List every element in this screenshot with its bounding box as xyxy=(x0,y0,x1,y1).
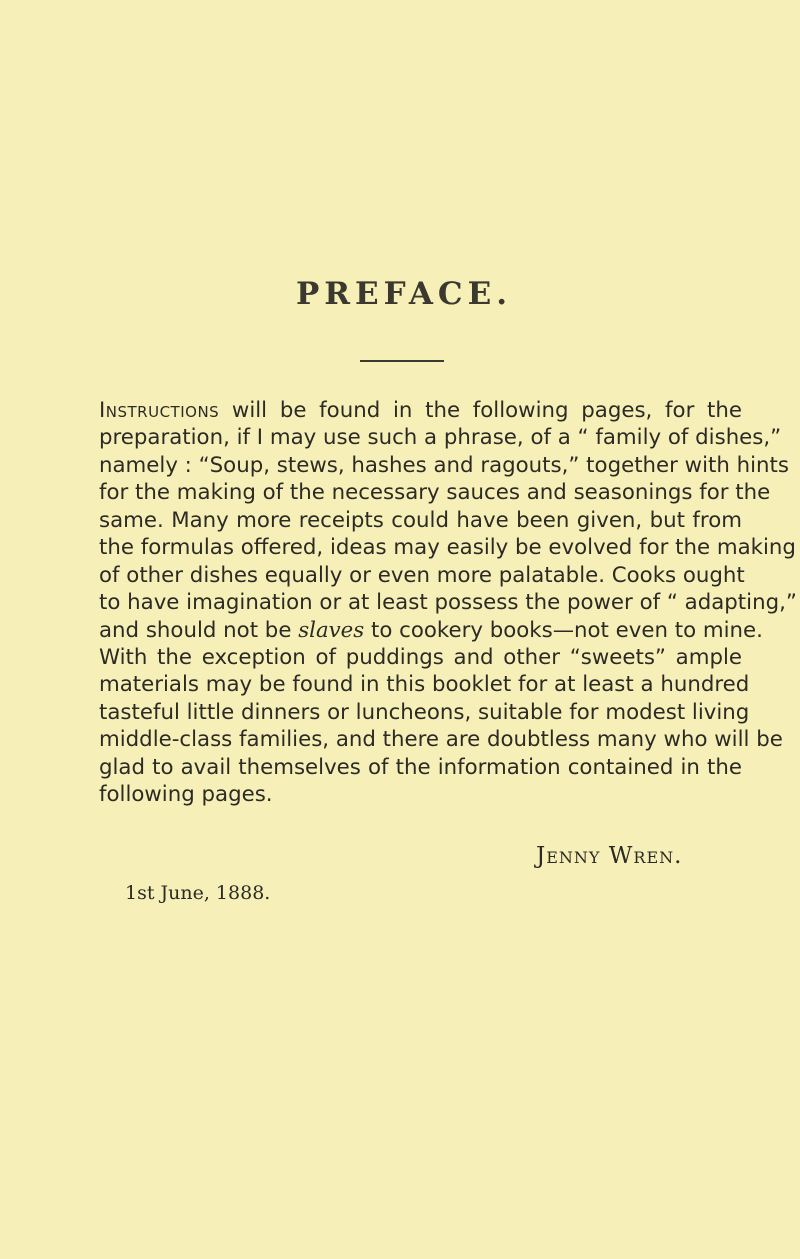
body-line: Instructions will be found in the following pages, for the xyxy=(99,398,742,423)
body-line: With the exception of puddings and other “sweets” ample xyxy=(99,644,742,670)
title-divider xyxy=(360,360,444,362)
body-line: following pages. xyxy=(99,782,273,808)
author-signature: Jenny Wren. xyxy=(536,843,683,869)
italic-word: slaves xyxy=(298,617,365,643)
body-line: materials may be found in this booklet for at least a hundred xyxy=(99,672,750,698)
body-line: glad to avail themselves of the information contained in the xyxy=(99,754,742,780)
body-line: for the making of the necessary sauces and seasonings for the xyxy=(99,480,771,506)
body-line: the formulas offered, ideas may easily be evolved for the making xyxy=(99,535,796,561)
body-line: namely : “Soup, stews, hashes and ragouts,” together with hints xyxy=(99,452,789,478)
lead-word: Instructions xyxy=(99,398,220,423)
page-title: PREFACE. xyxy=(295,276,513,312)
body-line: of other dishes equally or even more palatable. Cooks ought xyxy=(99,562,745,588)
body-line: to have imagination or at least possess the power of “ adapting,” xyxy=(99,590,797,616)
preface-date: 1st June, 1888. xyxy=(125,882,271,904)
body-line: preparation, if I may use such a phrase, of a “ family of dishes,” xyxy=(99,425,782,451)
body-line: tasteful little dinners or luncheons, suitable for modest living xyxy=(99,699,750,725)
body-line: same. Many more receipts could have been given, but from xyxy=(99,507,742,533)
preface-body xyxy=(99,397,797,809)
body-line: and should not be slaves to cookery books—not even to mine. xyxy=(99,617,763,643)
body-line: middle-class families, and there are doubtless many who will be xyxy=(99,727,783,753)
